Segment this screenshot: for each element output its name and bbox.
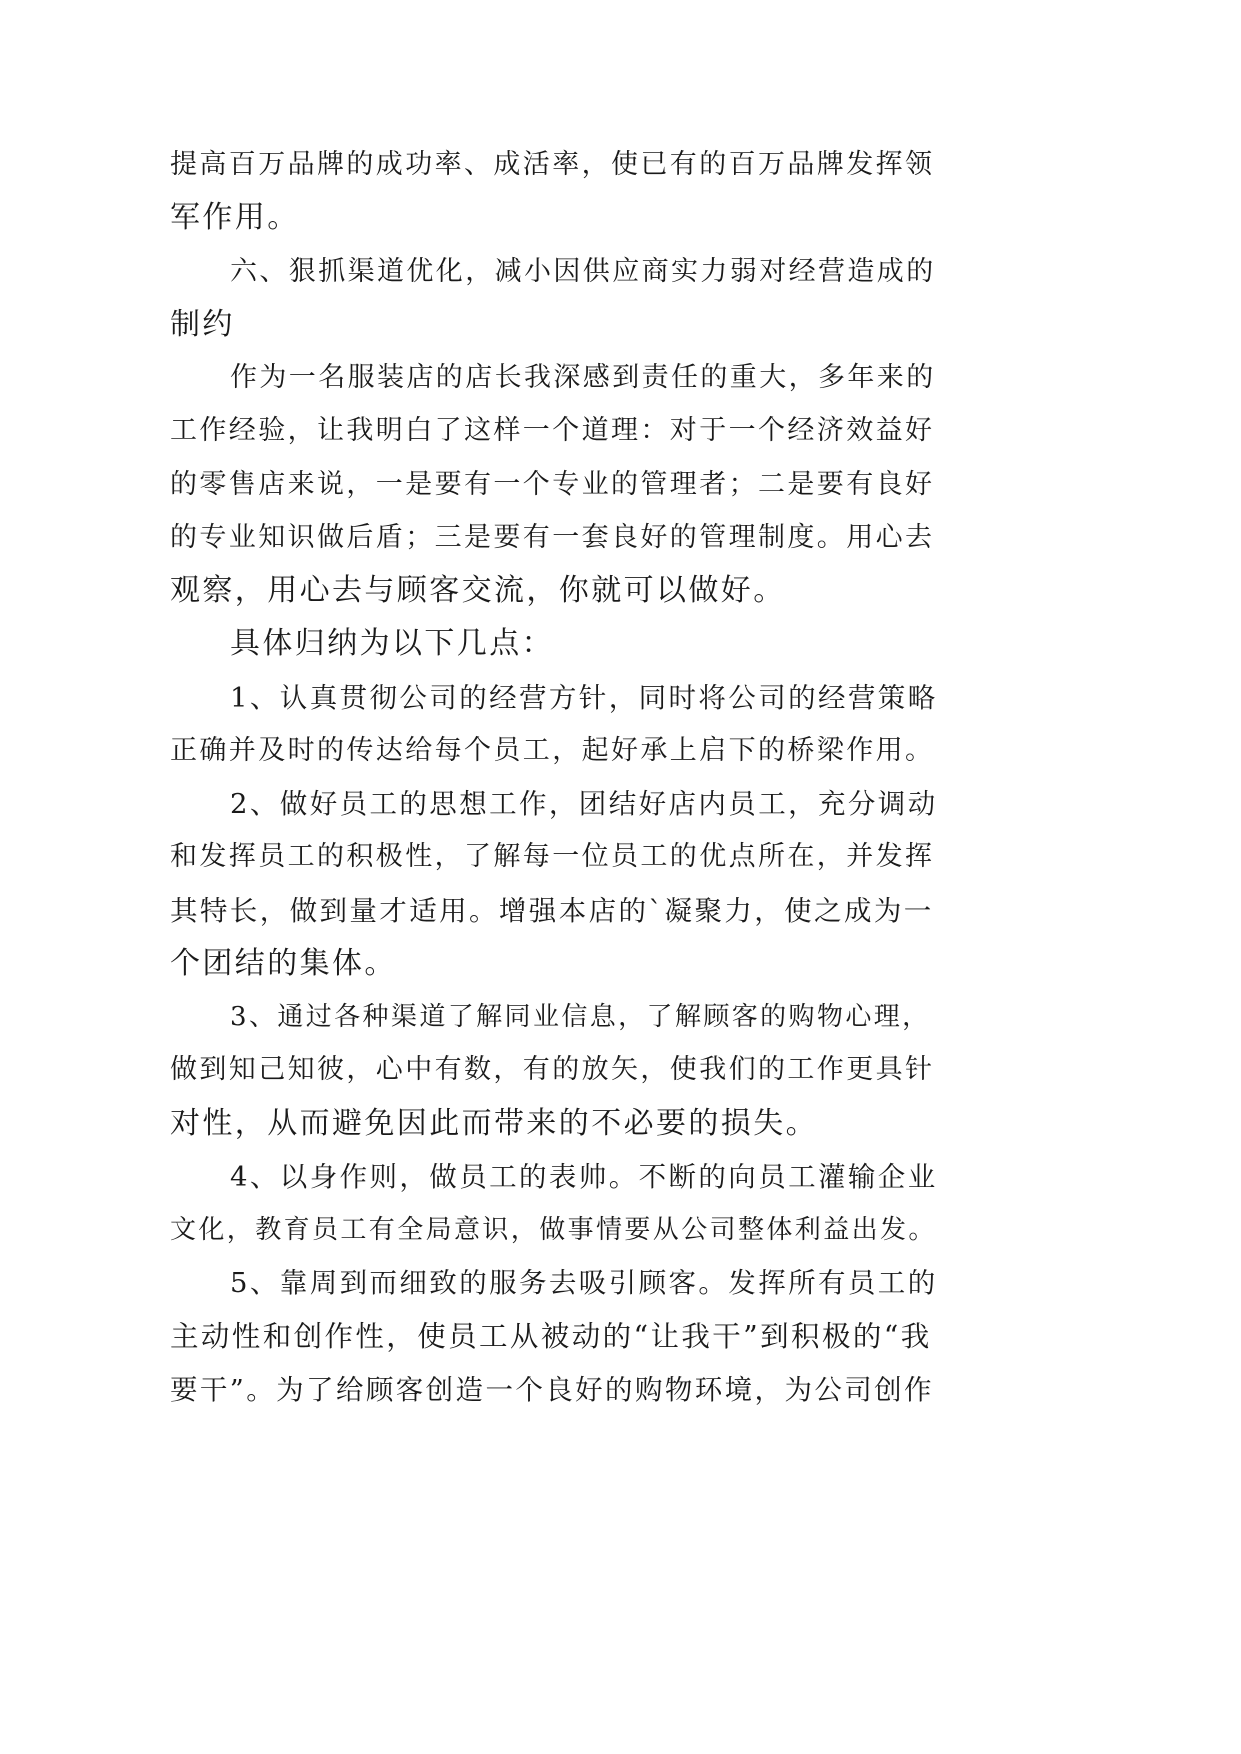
- text-line: 主动性和创作性，使员工从被动的“让我干”到积极的“我: [170, 1320, 932, 1353]
- list-item: 3、通过各种渠道了解同业信息，了解顾客的购物心理，: [230, 1002, 931, 1032]
- text-line: 观察，用心去与顾客交流，你就可以做好。: [170, 573, 786, 608]
- text-line: 其特长，做到量才适用。增强本店的`凝聚力，使之成为一: [170, 895, 934, 927]
- text-line: 作为一名服装店的店长我深感到责任的重大，多年来的: [230, 362, 936, 393]
- text-line: 和发挥员工的积极性，了解每一位员工的优点所在，并发挥: [170, 841, 935, 872]
- text-line: 工作经验，让我明白了这样一个道理：对于一个经济效益好: [170, 415, 935, 446]
- text-line: 的专业知识做后盾；三是要有一套良好的管理制度。用心去: [170, 522, 935, 553]
- text-line: 正确并及时的传达给每个员工，起好承上启下的桥梁作用。: [170, 735, 935, 766]
- text-line: 提高百万品牌的成功率、成活率，使已有的百万品牌发挥领: [170, 149, 935, 180]
- text-line: 的零售店来说，一是要有一个专业的管理者；二是要有良好: [170, 469, 935, 500]
- text-line: 文化，教育员工有全局意识，做事情要从公司整体利益出发。: [170, 1215, 937, 1245]
- list-item: 1、认真贯彻公司的经营方针，同时将公司的经营策略: [230, 682, 938, 714]
- text-line: 军作用。: [170, 200, 300, 235]
- text-line: 个团结的集体。: [170, 946, 397, 981]
- text-line: 要干”。为了给顾客创造一个良好的购物环境，为公司创作: [170, 1374, 934, 1406]
- text-line: 对性，从而避免因此而带来的不必要的损失。: [170, 1106, 818, 1141]
- list-item: 2、做好员工的思想工作，团结好店内员工，充分调动: [230, 788, 938, 820]
- list-item: 5、靠周到而细致的服务去吸引顾客。发挥所有员工的: [230, 1267, 938, 1299]
- section-heading: 制约: [170, 307, 235, 342]
- list-item: 4、以身作则，做员工的表帅。不断的向员工灌输企业: [230, 1161, 938, 1193]
- section-heading: 六、狠抓渠道优化，减小因供应商实力弱对经营造成的: [230, 256, 936, 287]
- text-line: 做到知己知彼，心中有数，有的放矢，使我们的工作更具针: [170, 1054, 935, 1085]
- text-line: 具体归纳为以下几点：: [230, 626, 554, 661]
